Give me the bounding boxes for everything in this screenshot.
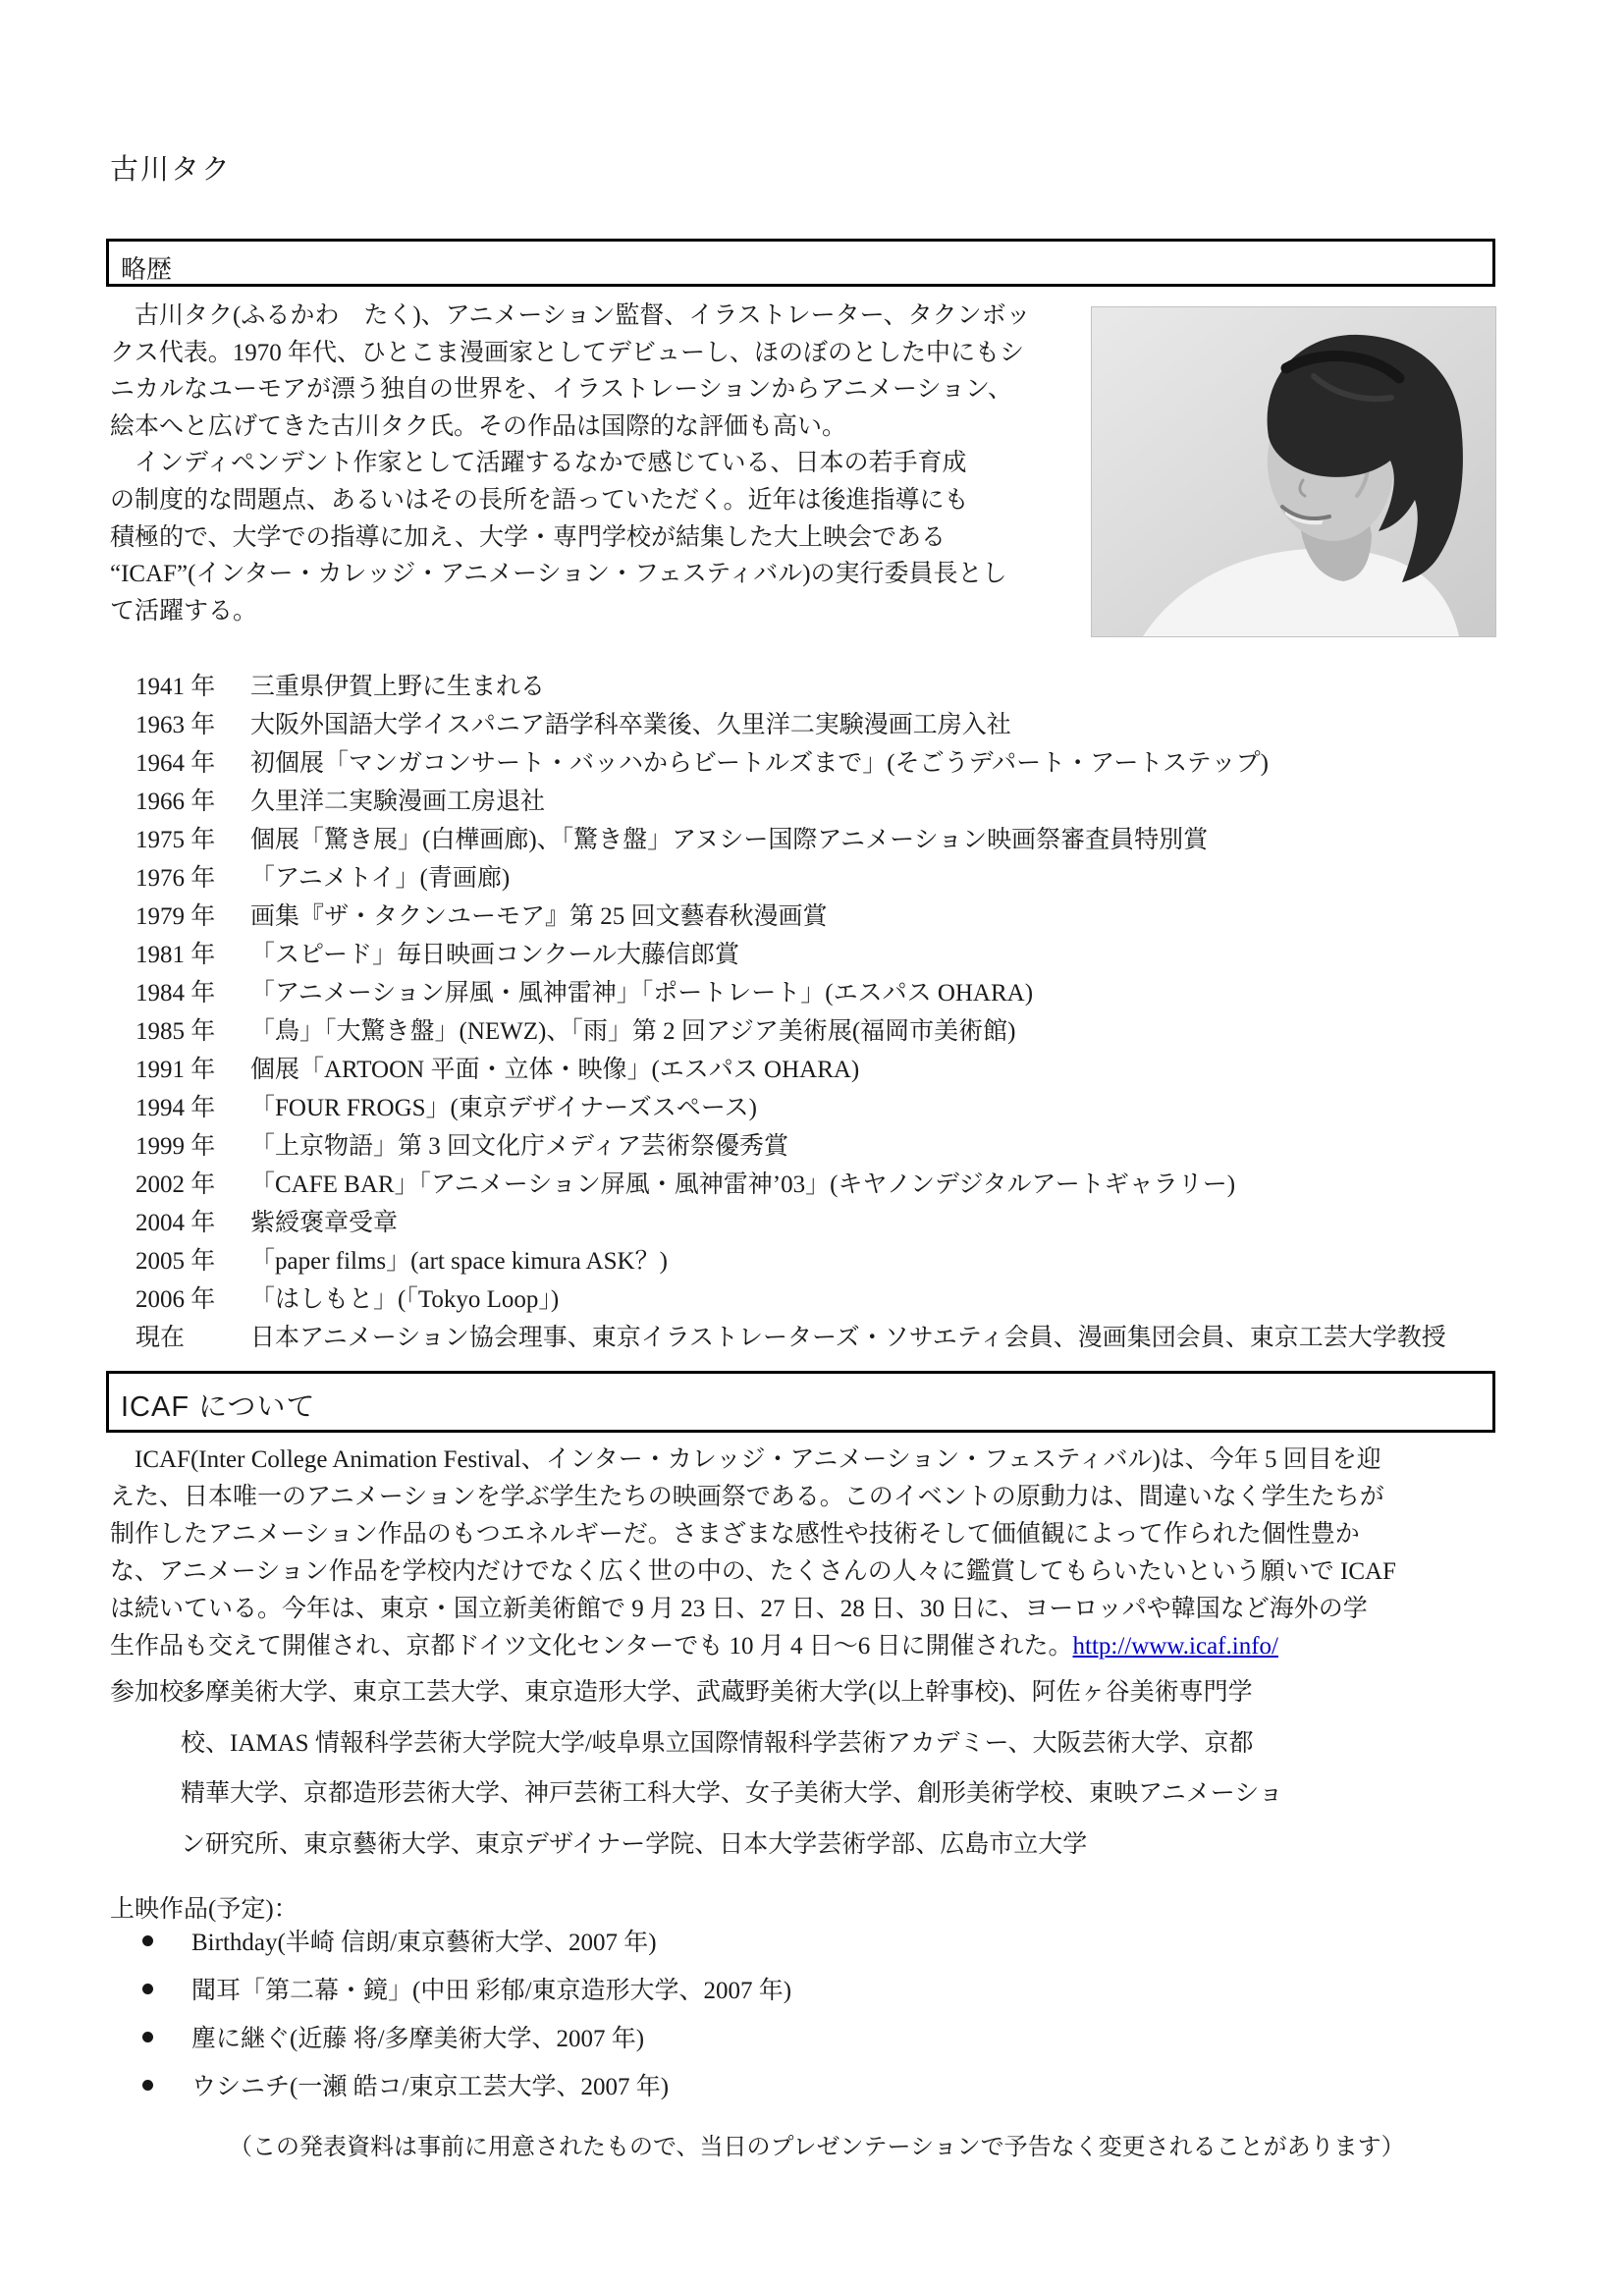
- timeline-entry: 三重県伊賀上野に生まれる: [250, 674, 546, 700]
- timeline-row: [135, 783, 1505, 821]
- participants-line: 多摩美術大学、東京工芸大学、東京造形大学、武蔵野美術大学(以上幹事校)、阿佐ヶ谷美術専門学: [181, 1679, 1253, 1706]
- timeline-entry: 画集『ザ・タクンユーモア』第 25 回文藝春秋漫画賞: [250, 903, 828, 930]
- timeline-entry: 「FOUR FROGS」(東京デザイナーズスペース): [250, 1095, 757, 1121]
- profile-heading: 略歴: [121, 254, 173, 284]
- timeline-row: [135, 1242, 1505, 1280]
- icaf-description-line: は続いている。今年は、東京・国立新美術館で 9 月 23 日、27 日、28 日、30 日に、ヨーロッパや韓国など海外の学: [110, 1596, 1368, 1622]
- timeline-entry: 個展「驚き展」(白樺画廊)、「驚き盤」アヌシー国際アニメーション映画祭審査員特別賞: [250, 827, 1209, 853]
- timeline-row: [135, 1051, 1505, 1089]
- timeline-entry: 「paper films」(art space kimura ASK？): [250, 1248, 668, 1275]
- icaf-description-lines: [110, 1442, 1508, 1628]
- timeline-entry: 個展「ARTOON 平面・立体・映像」(エスパス OHARA): [250, 1057, 860, 1083]
- screening-item: [142, 2019, 1497, 2067]
- biography-line: インディペンデント作家として活躍するなかで感じている、日本の若手育成: [110, 450, 967, 477]
- biography-line: の制度的な問題点、あるいはその長所を語っていただく。近年は後進指導にも: [110, 486, 969, 514]
- icaf-last-line-text: 生作品も交えて開催され、京都ドイツ文化センターでも 10 月 4 日～6 日に開催された。: [110, 1633, 1073, 1660]
- timeline-row: [135, 936, 1505, 974]
- timeline-row: [135, 1012, 1505, 1051]
- timeline-entry: 「アニメーション屏風・風神雷神」「ポートレート」(エスパス OHARA): [250, 980, 1034, 1007]
- biography-line: ニカルなユーモアが漂う独自の世界を、イラストレーションからアニメーション、: [110, 376, 1013, 404]
- screenings-label: 上映作品(予定)：: [110, 1896, 298, 1923]
- timeline-row: [135, 1127, 1505, 1166]
- icaf-description-line: な、アニメーション作品を学校内だけでなく広く世の中の、たくさんの人々に鑑賞してもらいたいという願いで ICAF: [110, 1558, 1396, 1585]
- timeline-year: 1966 年: [135, 789, 216, 815]
- screening-title: 聞耳「第二幕・鏡」(中田 彩郁/東京造形大学、2007 年): [191, 1978, 792, 2004]
- timeline-year: 2006 年: [135, 1286, 216, 1313]
- timeline-row: [135, 1166, 1505, 1204]
- timeline-year: 1976 年: [135, 865, 216, 892]
- timeline-entry: 大阪外国語大学イスパニア語学科卒業後、久里洋二実験漫画工房入社: [250, 712, 1011, 738]
- bullet-icon: [142, 2080, 153, 2091]
- timeline-year: 1985 年: [135, 1018, 216, 1045]
- timeline-year: 1964 年: [135, 750, 216, 777]
- profile-heading-box: [106, 239, 1495, 287]
- biography-text: [110, 298, 1077, 629]
- timeline-year: 1975 年: [135, 827, 216, 853]
- timeline-year: 1979 年: [135, 903, 216, 930]
- timeline-year: 1991 年: [135, 1057, 216, 1083]
- portrait-photo: [1092, 307, 1495, 636]
- biography-line: “ICAF”(インター・カレッジ・アニメーション・フェスティバル)の実行委員長とし: [110, 561, 1007, 588]
- bullet-icon: [142, 1984, 153, 1994]
- timeline-row: [135, 821, 1505, 859]
- screenings-list: [142, 1923, 1497, 2115]
- timeline-row: [135, 1280, 1505, 1319]
- timeline-year: 1963 年: [135, 712, 216, 738]
- participating-schools: [110, 1667, 1508, 1870]
- timeline-year: 1994 年: [135, 1095, 216, 1121]
- timeline-entry: 「はしもと」(「Tokyo Loop」): [250, 1286, 560, 1313]
- timeline-row: [135, 1204, 1505, 1242]
- participants-list: [181, 1667, 1508, 1870]
- biography-line: クス代表。1970 年代、ひとこま漫画家としてデビューし、ほのぼのとした中にもシ: [110, 339, 1025, 366]
- biography-line: 積極的で、大学での指導に加え、大学・専門学校が結集した大上映会である: [110, 523, 947, 551]
- participants-label: 参加校：: [110, 1679, 209, 1706]
- screening-item: [142, 1971, 1497, 2019]
- timeline-entry: 「鳥」「大驚き盤」(NEWZ)、「雨」第 2 回アジア美術展(福岡市美術館): [250, 1018, 1016, 1045]
- timeline-entry: 日本アニメーション協会理事、東京イラストレーターズ・ソサエティ会員、漫画集団会員、東京工芸大学教授: [250, 1325, 1446, 1351]
- timeline-row: [135, 974, 1505, 1012]
- timeline-entry: 「CAFE BAR」「アニメーション屏風・風神雷神’03」(キヤノンデジタルアートギャラリー): [250, 1171, 1236, 1198]
- footer-disclaimer: （この発表資料は事前に用意されたもので、当日のプレゼンテーションで予告なく変更されることがあります）: [229, 2135, 1405, 2160]
- participants-line: ン研究所、東京藝術大学、東京デザイナー学院、日本大学芸術学部、広島市立大学: [181, 1830, 1088, 1858]
- screening-item: [142, 1923, 1497, 1971]
- screening-title: 塵に継ぐ(近藤 将/多摩美術大学、2007 年): [191, 2026, 645, 2052]
- page-title: 古川タク: [110, 154, 233, 186]
- timeline-entry: 紫綬褒章受章: [250, 1210, 399, 1236]
- timeline-year: 1941 年: [135, 674, 216, 700]
- timeline-entry: 久里洋二実験漫画工房退社: [250, 789, 546, 815]
- icaf-heading-box: [106, 1371, 1495, 1433]
- timeline-year: 2004 年: [135, 1210, 216, 1236]
- timeline-year: 現在: [135, 1325, 186, 1351]
- icaf-website-link[interactable]: http://www.icaf.info/: [1072, 1633, 1278, 1660]
- participants-line: 校、IAMAS 情報科学芸術大学院大学/岐阜県立国際情報科学芸術アカデミー、大阪芸術大学、京都: [181, 1729, 1254, 1757]
- biography-line: て活躍する。: [110, 597, 258, 625]
- timeline-year: 1999 年: [135, 1133, 216, 1160]
- screening-title: Birthday(半崎 信朗/東京藝術大学、2007 年): [191, 1930, 657, 1956]
- icaf-description: [110, 1442, 1508, 1665]
- bullet-icon: [142, 2032, 153, 2042]
- timeline-entry: 初個展「マンガコンサート・バッハからビートルズまで」(そごうデパート・アートステップ): [250, 750, 1269, 777]
- timeline-row: [135, 1089, 1505, 1127]
- icaf-description-line: ICAF(Inter College Animation Festival、インター・カレッジ・アニメーション・フェスティバル)は、今年 5 回目を迎: [110, 1446, 1381, 1473]
- icaf-description-line: えた、日本唯一のアニメーションを学ぶ学生たちの映画祭である。このイベントの原動力は、間違いなく学生たちが: [110, 1484, 1384, 1510]
- timeline-entry: 「上京物語」第 3 回文化庁メディア芸術祭優秀賞: [250, 1133, 789, 1160]
- biography-line: 絵本へと広げてきた古川タク氏。その作品は国際的な評価も高い。: [110, 412, 847, 440]
- screening-item: [142, 2067, 1497, 2115]
- icaf-description-line: 制作したアニメーション作品のもつエネルギーだ。さまざまな感性や技術そして価値観によって作られた個性豊か: [110, 1521, 1360, 1548]
- timeline-entry: 「スピード」毎日映画コンクール大藤信郎賞: [250, 942, 740, 968]
- timeline-entry: 「アニメトイ」(青画廊): [250, 865, 511, 892]
- timeline-row: [135, 668, 1505, 706]
- timeline-row: [135, 706, 1505, 744]
- timeline-row: [135, 1319, 1505, 1357]
- screening-title: ウシニチ(一瀬 皓コ/東京工芸大学、2007 年): [191, 2074, 670, 2100]
- timeline-row: [135, 859, 1505, 898]
- bullet-icon: [142, 1935, 153, 1946]
- timeline-year: 2005 年: [135, 1248, 216, 1275]
- timeline-year: 2002 年: [135, 1171, 216, 1198]
- participants-line: 精華大学、京都造形芸術大学、神戸芸術工科大学、女子美術大学、創形美術学校、東映アニメーショ: [181, 1780, 1283, 1807]
- timeline-row: [135, 898, 1505, 936]
- icaf-heading: ICAF について: [121, 1391, 316, 1423]
- icaf-description-last-line: [110, 1628, 1508, 1665]
- timeline-row: [135, 744, 1505, 783]
- timeline-year: 1984 年: [135, 980, 216, 1007]
- biography-line: 古川タク(ふるかわ たく)、アニメーション監督、イラストレーター、タクンボッ: [110, 302, 1031, 329]
- timeline-year: 1981 年: [135, 942, 216, 968]
- career-timeline: [135, 668, 1505, 1357]
